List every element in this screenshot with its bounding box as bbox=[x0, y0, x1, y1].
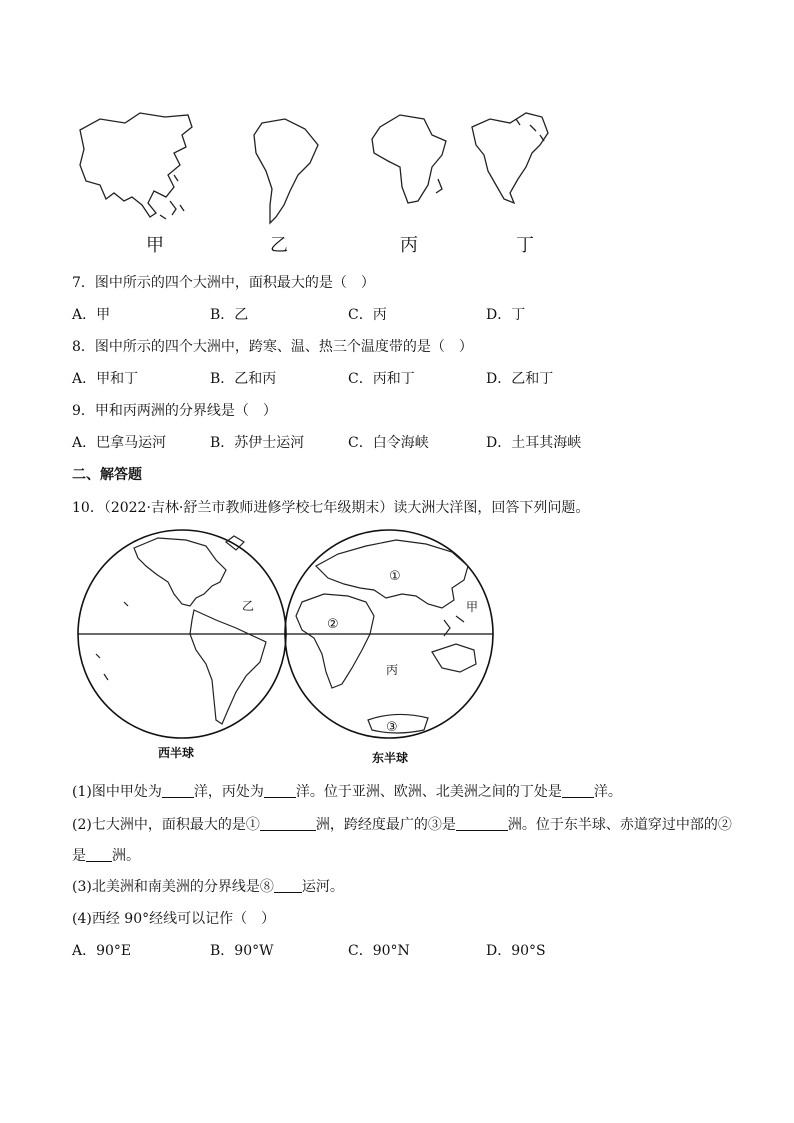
answer-blank-3[interactable] bbox=[562, 783, 594, 798]
q8-option-a[interactable]: A．甲和丁 bbox=[72, 371, 139, 387]
answer-blank-2[interactable] bbox=[264, 783, 296, 798]
map-mark-bing: 丙 bbox=[386, 663, 399, 677]
q7-option-c[interactable]: C．丙 bbox=[348, 307, 387, 323]
caption-west-hemisphere: 西半球 bbox=[158, 746, 195, 760]
q10-sub3 bbox=[72, 876, 344, 896]
africa-outline-icon bbox=[372, 115, 446, 203]
q10-sub1-text4: 洋。 bbox=[593, 784, 622, 800]
continent-figure bbox=[70, 105, 590, 255]
q10-sub4-option-c[interactable]: C．90°N bbox=[348, 943, 410, 959]
map-mark-yi: 乙 bbox=[242, 599, 255, 613]
answer-blank-1[interactable] bbox=[162, 783, 194, 798]
continent-outlines bbox=[70, 105, 590, 235]
q7-option-d[interactable]: D．丁 bbox=[486, 307, 526, 323]
q10-sub1-text2: 洋，丙处为 bbox=[193, 784, 264, 800]
q10-sub1 bbox=[72, 781, 622, 801]
south-america-outline-icon bbox=[254, 119, 318, 223]
answer-blank-7[interactable] bbox=[274, 878, 302, 893]
q10-sub4-option-a[interactable]: A．90°E bbox=[72, 943, 132, 959]
section-title: 二、解答题 bbox=[72, 467, 142, 483]
q9-option-b[interactable]: B．苏伊士运河 bbox=[210, 435, 305, 451]
label-yi: 乙 bbox=[270, 235, 288, 256]
eurasia-africa-outline bbox=[296, 540, 479, 733]
q9-stem: 9．甲和丙两洲的分界线是（ ） bbox=[72, 403, 277, 419]
label-bing: 丙 bbox=[400, 235, 418, 256]
west-hemisphere bbox=[78, 530, 286, 738]
hemispheres-map bbox=[76, 524, 506, 772]
q8-option-c[interactable]: C．丙和丁 bbox=[348, 371, 415, 387]
q9-option-a[interactable]: A．巴拿马运河 bbox=[72, 435, 167, 451]
q10-sub1-text3: 洋。位于亚洲、欧洲、北美洲之间的丁处是 bbox=[295, 784, 562, 800]
label-jia: 甲 bbox=[146, 235, 164, 256]
asia-outline-icon bbox=[80, 113, 192, 219]
q8-stem: 8．图中所示的四个大洲中，跨寒、温、热三个温度带的是（ ） bbox=[72, 339, 473, 355]
answer-blank-5[interactable] bbox=[456, 816, 508, 831]
q10-sub2 bbox=[72, 814, 732, 834]
q8-option-d[interactable]: D．乙和丁 bbox=[486, 371, 554, 387]
map-mark-jia: 甲 bbox=[466, 600, 479, 614]
q10-sub1-text1: (1)图中甲处为 bbox=[72, 784, 162, 800]
q10-sub2-text3: 洲。位于东半球、赤道穿过中部的② bbox=[507, 817, 732, 833]
q10-sub4-option-d[interactable]: D．90°S bbox=[486, 943, 546, 959]
q10-sub2-text5: 洲。 bbox=[112, 848, 140, 864]
q10-sub3-text2: 运河。 bbox=[301, 879, 344, 895]
q10-sub2-text4: 是 bbox=[72, 848, 86, 864]
north-america-outline-icon bbox=[472, 113, 548, 203]
q10-sub4-option-b[interactable]: B．90°W bbox=[210, 943, 274, 959]
answer-blank-4[interactable] bbox=[260, 816, 316, 831]
q7-option-b[interactable]: B．乙 bbox=[210, 307, 249, 323]
q10-sub2-cont bbox=[72, 845, 140, 865]
map-mark-1: ① bbox=[389, 569, 401, 584]
q10-sub2-text1: (2)七大洲中，面积最大的是① bbox=[72, 817, 260, 833]
q10-sub3-text1: (3)北美洲和南美洲的分界线是⑧ bbox=[72, 879, 274, 895]
q9-option-d[interactable]: D．土耳其海峡 bbox=[486, 435, 582, 451]
answer-blank-6[interactable] bbox=[86, 847, 112, 862]
label-ding: 丁 bbox=[516, 235, 534, 256]
q9-option-c[interactable]: C．白令海峡 bbox=[348, 435, 429, 451]
map-mark-2: ② bbox=[327, 617, 339, 632]
americas-outline bbox=[96, 536, 266, 724]
q10-sub2-text2: 洲，跨经度最广的③是 bbox=[315, 817, 456, 833]
q7-option-a[interactable]: A．甲 bbox=[72, 307, 111, 323]
q8-option-b[interactable]: B．乙和丙 bbox=[210, 371, 277, 387]
map-mark-3: ③ bbox=[386, 720, 398, 735]
q10-sub4-stem: (4)西经 90°经线可以记作（ ） bbox=[72, 911, 276, 927]
q10-stem: 10．（2022·吉林·舒兰市教师进修学校七年级期末）读大洲大洋图，回答下列问题。 bbox=[72, 500, 590, 516]
caption-east-hemisphere: 东半球 bbox=[372, 751, 409, 765]
q7-stem: 7．图中所示的四个大洲中，面积最大的是（ ） bbox=[72, 275, 375, 291]
